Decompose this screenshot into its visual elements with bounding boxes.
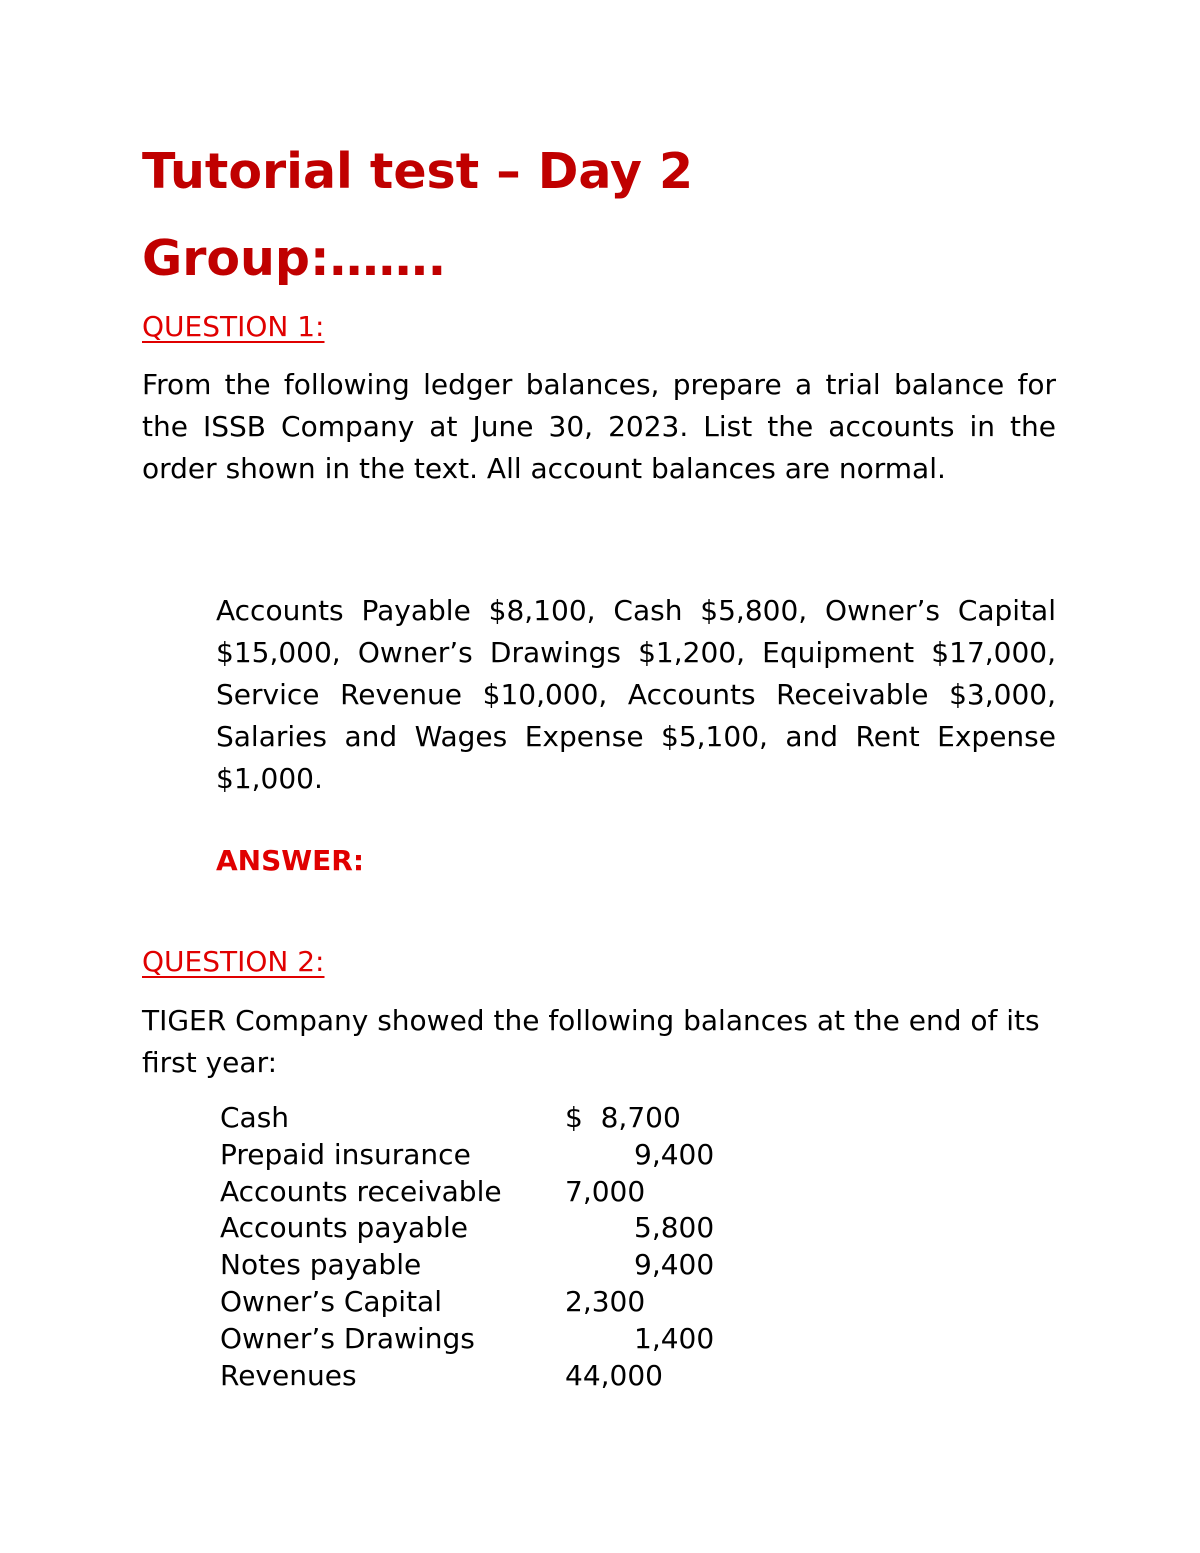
- balance-account: Owner’s Capital: [220, 1284, 442, 1318]
- answer-label: ANSWER:: [216, 844, 365, 877]
- question-2-intro: TIGER Company showed the following balances at the end of its first year:: [142, 1004, 1040, 1079]
- balance-amount: 9,400: [634, 1137, 715, 1171]
- balance-amount: 2,300: [565, 1284, 646, 1318]
- balance-account: Revenues: [220, 1358, 357, 1392]
- balance-amount: 7,000: [565, 1174, 646, 1208]
- balance-account: Prepaid insurance: [220, 1137, 471, 1171]
- balance-row-accounts-receivable: [220, 1174, 780, 1211]
- balance-row-revenues: [220, 1358, 780, 1395]
- balance-amount: 1,400: [634, 1321, 715, 1355]
- balance-row-owners-drawings: [220, 1321, 780, 1358]
- group-label: Group:…….: [142, 230, 447, 287]
- question-1-heading: QUESTION 1:: [142, 310, 325, 343]
- balance-amount: $ 8,700: [565, 1101, 681, 1134]
- balance-row-accounts-payable: [220, 1210, 780, 1247]
- question-1-intro: From the following ledger balances, prepare a trial balance for the ISSB Company at June 30, 2023. List the accounts in the order shown in the text. All account balances are normal.: [142, 368, 1056, 485]
- balance-amount: 9,400: [634, 1248, 715, 1282]
- balance-row-notes-payable: [220, 1247, 780, 1284]
- balance-account: Cash: [220, 1101, 290, 1134]
- question-1-ledger-balances: Accounts Payable $8,100, Cash $5,800, Owner’s Capital $15,000, Owner’s Drawings $1,200, Equipment $17,000, Service Revenue $10,000, Accounts Receivable $3,000, Salaries and Wages Expense $5,100, and Rent Expense $1,000.: [216, 594, 1056, 795]
- balance-amount: 5,800: [634, 1211, 715, 1245]
- balance-row-owners-capital: [220, 1284, 780, 1321]
- balance-row-prepaid-insurance: [220, 1137, 780, 1174]
- balances-list: [220, 1100, 780, 1394]
- document-title: Tutorial test – Day 2: [142, 143, 694, 200]
- balance-account: Owner’s Drawings: [220, 1321, 475, 1355]
- balance-account: Accounts receivable: [220, 1174, 502, 1208]
- balance-row-cash: [220, 1100, 780, 1137]
- question-2-heading: QUESTION 2:: [142, 945, 325, 978]
- balance-account: Notes payable: [220, 1248, 422, 1282]
- balance-amount: 44,000: [565, 1358, 663, 1392]
- balance-account: Accounts payable: [220, 1211, 468, 1245]
